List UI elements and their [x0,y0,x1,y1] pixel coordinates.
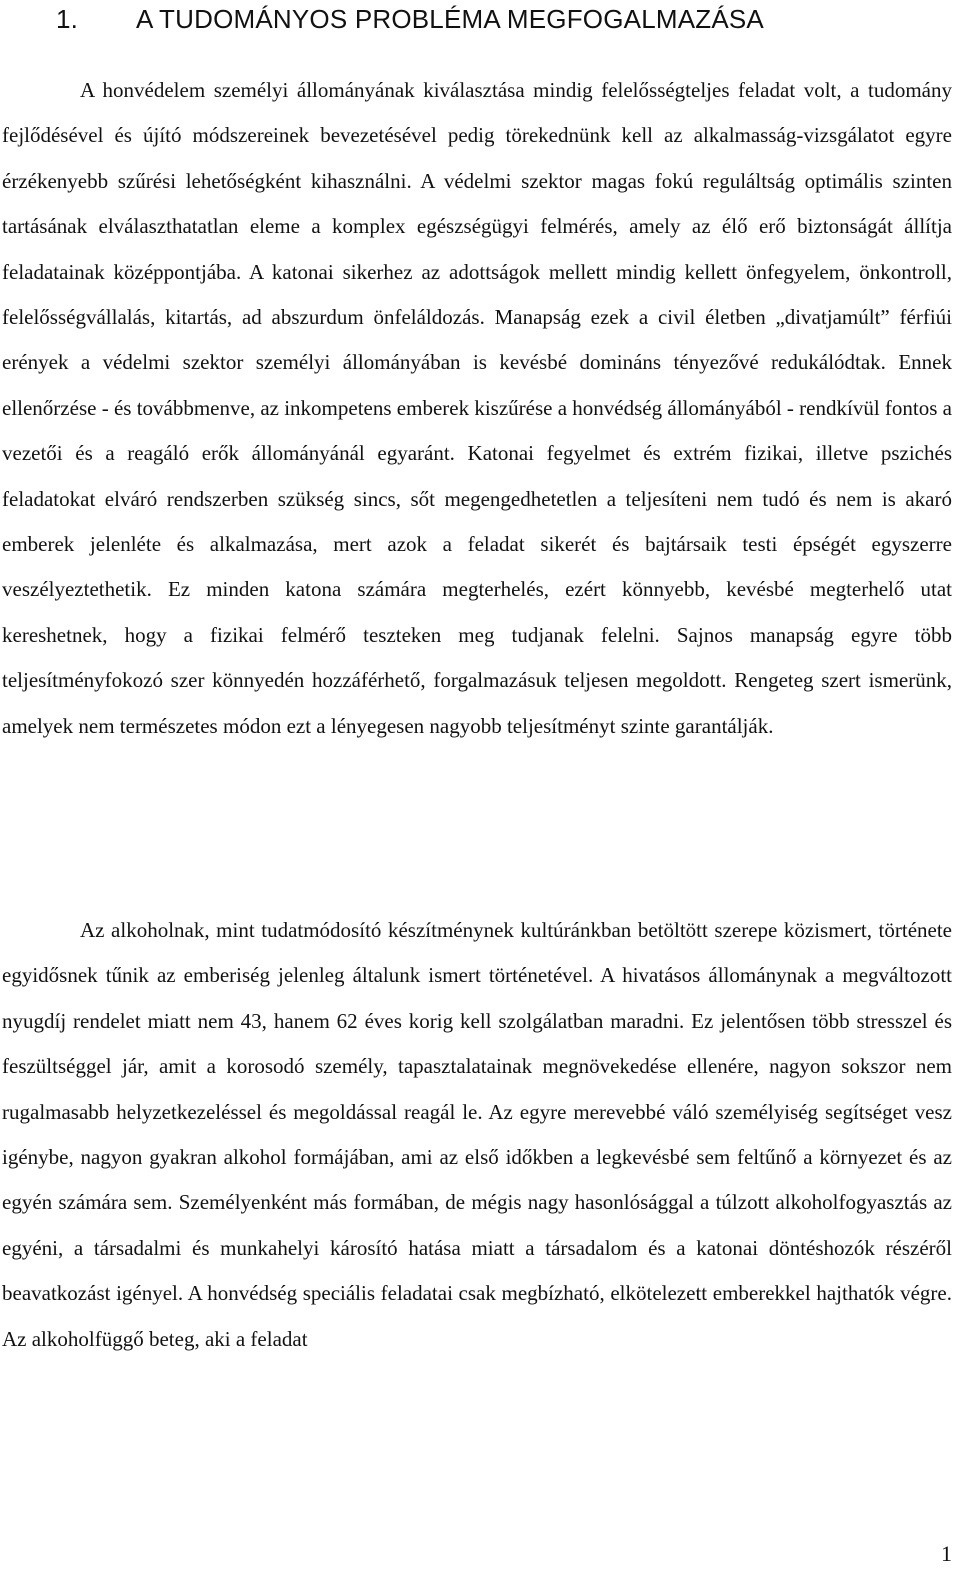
section-heading [56,2,764,36]
paragraph-1: A honvédelem személyi állományának kiválasztása mindig felelősségteljes feladat volt, a tudomány fejlődésével és újító módszereinek bevezetésével pedig törekednünk kell az alkalmasság-vizsgálatot egyre érzékenyebb szűrési lehetőségként kihasználni. A védelmi szektor magas fokú reguláltság optimális szinten tartásának elválaszthatatlan eleme a komplex egészségügyi felmérés, amely az élő erő biztonságát állítja feladatainak középpontjába. A katonai sikerhez az adottságok mellett mindig kellett önfegyelem, önkontroll, felelősségvállalás, kitartás, ad abszurdum önfeláldozás. Manapság ezek a civil életben „divatjamúlt” férfiúi erények a védelmi szektor személyi állományában is kevésbé domináns tényezővé redukálódtak. Ennek ellenőrzése - és továbbmenve, az inkompetens emberek kiszűrése a honvédség állományából - rendkívül fontos a vezetői és a reagáló erők állományánál egyaránt. Katonai fegyelmet és extrém fizikai, illetve pszichés feladatokat elváró rendszerben szükség sincs, sőt megengedhetetlen a teljesíteni nem tudó és nem is akaró emberek jelenléte és alkalmazása, mert azok a feladat sikerét és bajtársaik testi épségét egyszerre veszélyeztethetik. Ez minden katona számára megterhelés, ezért könnyebb, kevésbé megterhelő utat kereshetnek, hogy a fizikai felmérő teszteken meg tudjanak felelni. Sajnos manapság egyre több teljesítményfokozó szer könnyedén hozzáférhető, forgalmazásuk teljesen megoldott. Rengeteg szert ismerünk, amelyek nem természetes módon ezt a lényegesen nagyobb teljesítményt szinte garantálják. [2,78,952,738]
section-title: A TUDOMÁNYOS PROBLÉMA MEGFOGALMAZÁSA [136,4,764,34]
section-number: 1. [56,4,79,34]
paragraph-2: Az alkoholnak, mint tudatmódosító készítménynek kultúránkban betöltött szerepe közismert, története egyidősnek tűnik az emberiség jelenleg általunk ismert történetével. A hivatásos állománynak a megváltozott nyugdíj rendelet miatt nem 43, hanem 62 éves korig kell szolgálatban maradni. Ez jelentősen több stresszel és feszültséggel jár, amit a korosodó személy, tapasztalatainak megnövekedése ellenére, nagyon sokszor nem rugalmasabb helyzetkezeléssel és megoldással reagál le. Az egyre merevebbé váló személyiség segítséget vesz igénybe, nagyon gyakran alkohol formájában, ami az első időkben a legkevésbé sem feltűnő a környezet és az egyén számára sem. Személyenként más formában, de mégis nagy hasonlósággal a túlzott alkoholfogyasztás az egyéni, a társadalmi és munkahelyi károsító hatása miatt a társadalom és a katonai döntéshozók részéről beavatkozást igényel. A honvédség speciális feladatai csak megbízható, elkötelezett emberekkel hajthatók végre. Az alkoholfüggő beteg, aki a feladat [2,918,952,1351]
page-number: 1 [941,1541,952,1566]
